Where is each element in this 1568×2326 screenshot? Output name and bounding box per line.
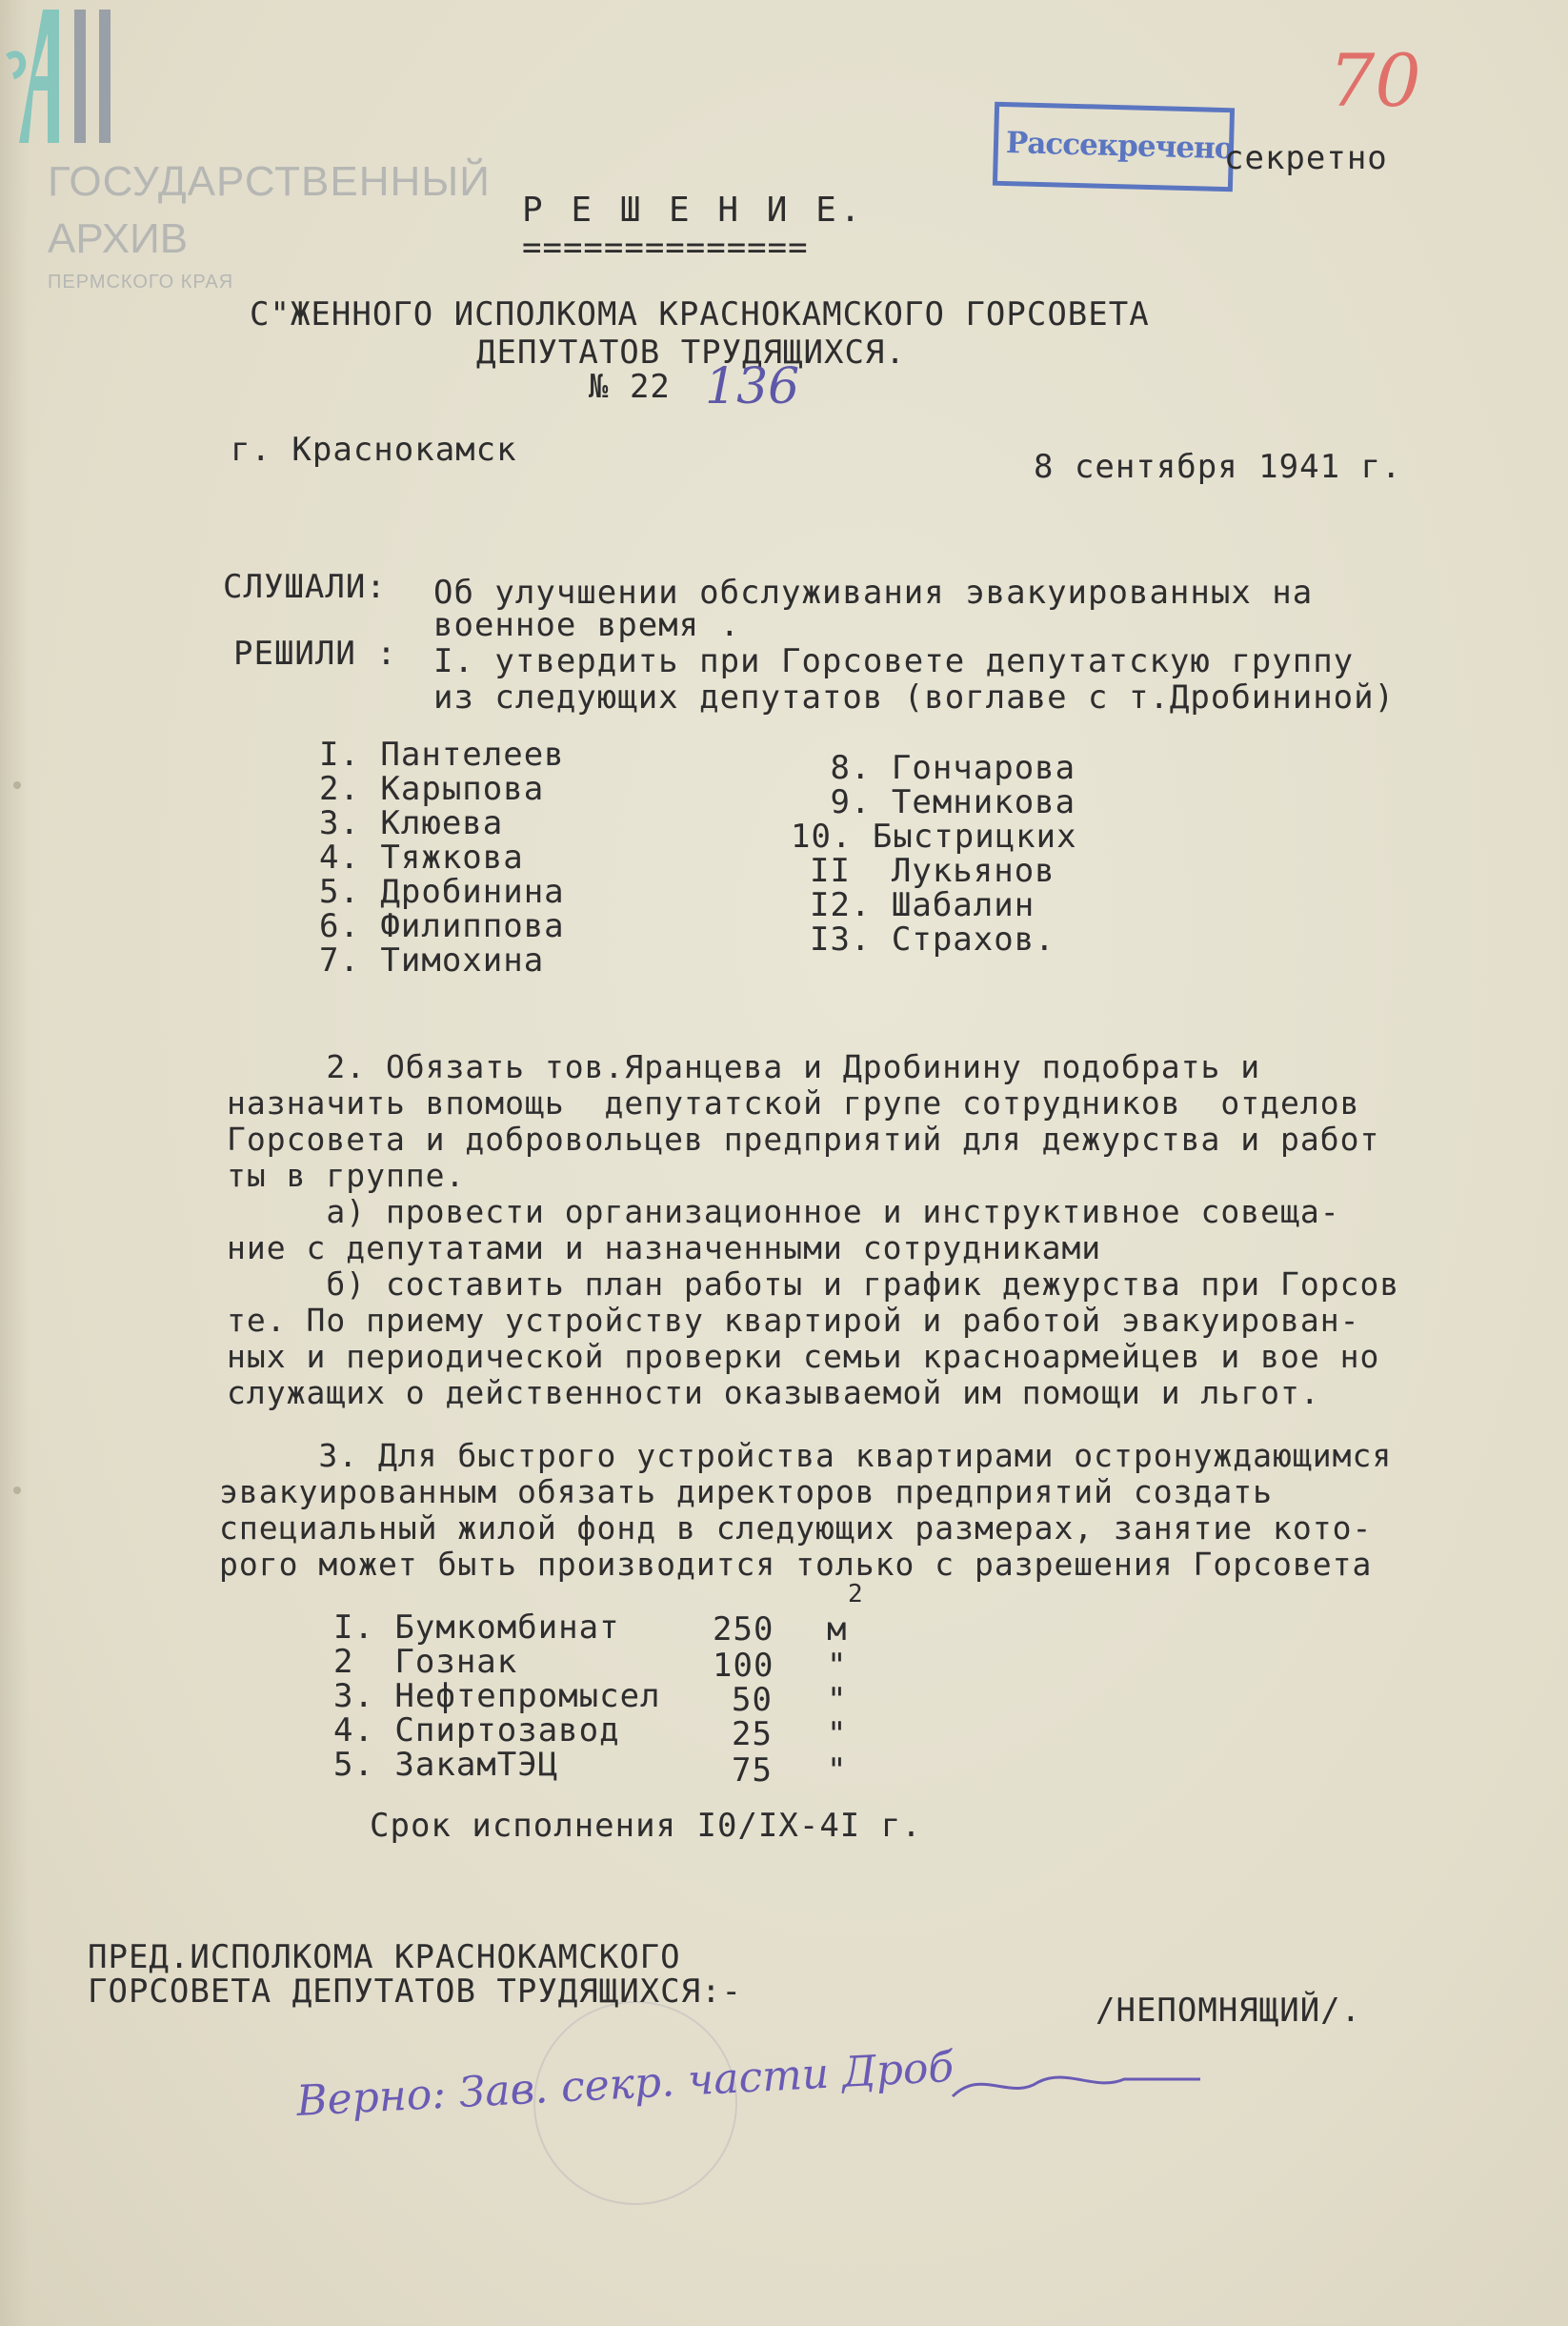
declassified-stamp — [993, 102, 1235, 192]
place-of-issue: г. Краснокамск — [231, 431, 517, 469]
heard-text-line2: военное время . — [433, 606, 741, 644]
fund-row-value: 75 — [732, 1751, 773, 1790]
fund-row-unit: " — [827, 1647, 848, 1685]
deputy-item: 10. Быстрицких — [791, 818, 1077, 856]
page-number-annotation: 70 — [1329, 38, 1421, 123]
handwritten-number: 136 — [705, 358, 800, 415]
deputy-item: 2. Карыпова — [319, 770, 545, 808]
deputy-item: I3. Страхов. — [810, 920, 1055, 959]
fund-row-name: 5. ЗакамТЭЦ — [333, 1746, 559, 1784]
deputy-item: 5. Дробинина — [319, 873, 565, 911]
fund-row-unit: " — [827, 1681, 848, 1719]
fund-row-value: 100 — [713, 1647, 774, 1685]
signatory-name: /НЕПОМНЯЩИЙ/. — [1096, 1992, 1362, 2030]
secrecy-label: секретно — [1224, 139, 1388, 177]
resolved-text-line2: из следующих депутатов (воглаве с т.Дробининой) — [433, 678, 1396, 717]
resolved-label: РЕШИЛИ : — [233, 635, 397, 673]
resolved-text-line1: I. утвердить при Горсовете депутатскую группу — [433, 642, 1355, 680]
declassified-stamp-text: Рассекречено — [1005, 126, 1234, 167]
section2-line: ние с депутатами и назначенными сотрудниками — [227, 1229, 1102, 1266]
certification-note: Верно: Зав. секр. части Дроб — [295, 2042, 955, 2126]
fund-row-unit: м — [827, 1610, 848, 1648]
binding-hole — [13, 781, 21, 789]
handwritten-signature-flourish — [943, 2058, 1210, 2115]
fund-row-unit: " — [827, 1751, 848, 1790]
issuing-body-line2: ДЕПУТАТОВ ТРУДЯЩИХСЯ. — [476, 334, 906, 372]
deputy-item: 4. Тяжкова — [319, 839, 524, 877]
deputy-item: II Лукьянов — [810, 852, 1055, 890]
deputy-item: 9. Темникова — [810, 783, 1076, 821]
fund-row-name: 3. Нефтепромысел — [333, 1677, 661, 1715]
deputy-item: I2. Шабалин — [810, 886, 1035, 924]
section3-line: специальный жилой фонд в следующих размерах, занятие кото- — [219, 1509, 1373, 1547]
deputy-item: 7. Тимохина — [319, 941, 545, 980]
fund-row-name: 2 Гознак — [333, 1643, 518, 1681]
page-fold-shadow — [0, 0, 29, 2326]
signatory-title-line2: ГОРСОВЕТА ДЕПУТАТОВ ТРУДЯЩИХСЯ:- — [88, 1972, 743, 2011]
signatory-title-line1: ПРЕД.ИСПОЛКОМА КРАСНОКАМСКОГО — [88, 1938, 681, 1976]
section2-line: 2. Обязать тов.Яранцева и Дробинину подобрать и — [227, 1048, 1261, 1085]
deputy-item: 3. Клюева — [319, 804, 504, 842]
archive-name-line1: ГОСУДАРСТВЕННЫЙ — [48, 158, 491, 205]
deputy-item: 8. Гончарова — [810, 749, 1076, 787]
issuing-body-line1: С"ЖЕННОГО ИСПОЛКОМА КРАСНОКАМСКОГО ГОРСОВЕТА — [250, 295, 1150, 334]
section2-line: те. По приему устройству квартирой и работой эвакуирован- — [227, 1302, 1360, 1339]
section2-line: ты в группе. — [227, 1157, 466, 1194]
heard-label: СЛУШАЛИ: — [223, 568, 387, 606]
deadline: Срок исполнения I0/IX-4I г. — [370, 1807, 922, 1845]
section2-line: назначить впомощь депутатской групе сотрудников отделов — [227, 1084, 1360, 1122]
section3-line: рого может быть производится только с разрешения Горсовета — [219, 1546, 1373, 1583]
fund-row-name: I. Бумкомбинат — [333, 1608, 620, 1647]
fund-row-name: 4. Спиртозавод — [333, 1711, 620, 1750]
section2-line: Горсовета и добровольцев предприятий для дежурства и работ — [227, 1121, 1380, 1158]
section3-line: эвакуированным обязать директоров предприятий создать — [219, 1473, 1273, 1510]
decision-number: № 22 — [589, 368, 671, 406]
binding-hole — [13, 1487, 21, 1494]
square-meter-superscript: 2 — [848, 1580, 864, 1608]
document-date: 8 сентября 1941 г. — [1034, 448, 1402, 486]
fund-row-value: 50 — [732, 1681, 773, 1719]
section2-line: служащих о действенности оказываемой им помощи и льгот. — [227, 1374, 1320, 1411]
deputy-item: I. Пантелеев — [319, 736, 565, 774]
deputy-item: 6. Филиппова — [319, 907, 565, 945]
title-underline: ============== — [522, 229, 809, 267]
heard-text-line1: Об улучшении обслуживания эвакуированных на — [433, 574, 1314, 612]
section2-line: ных и периодической проверки семьи красноармейцев и вое но — [227, 1338, 1380, 1375]
archive-logo-mark — [0, 0, 143, 152]
document-title: Р Е Ш Е Н И Е. — [522, 191, 865, 230]
fund-row-unit: " — [827, 1715, 848, 1753]
fund-row-value: 25 — [732, 1715, 773, 1753]
section2-line: б) составить план работы и график дежурства при Горсов — [227, 1265, 1400, 1303]
archive-logo — [0, 0, 143, 156]
section2-line: а) провести организационное и инструктивное совеща- — [227, 1193, 1340, 1230]
fund-row-value: 250 — [713, 1610, 774, 1648]
archive-name-line3: ПЕРМСКОГО КРАЯ — [48, 272, 234, 293]
archive-name-line2: АРХИВ — [48, 215, 189, 262]
section3-line: 3. Для быстрого устройства квартирами остронуждающимся — [219, 1437, 1393, 1474]
